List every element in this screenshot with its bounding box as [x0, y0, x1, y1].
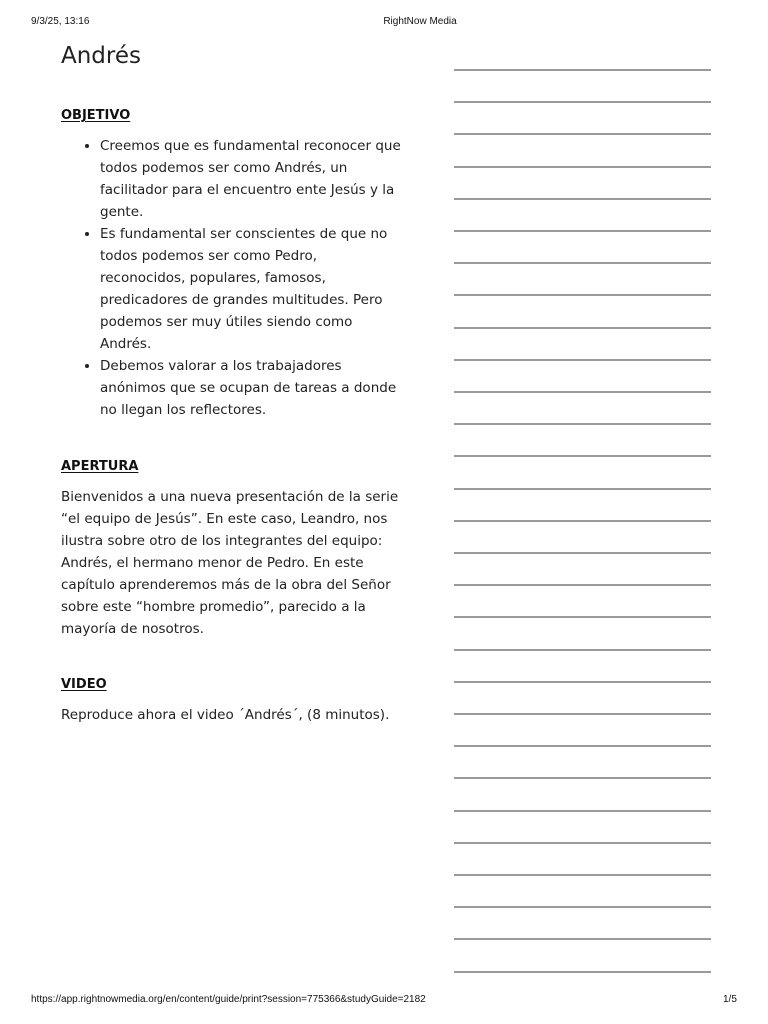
note-line — [454, 874, 711, 876]
print-site-title: RightNow Media — [383, 16, 457, 27]
note-line — [454, 906, 711, 908]
note-line — [454, 971, 711, 973]
note-line — [454, 455, 711, 457]
video-paragraph: Reproduce ahora el video ´Andrés´, (8 minutos). — [61, 707, 390, 723]
note-line — [454, 359, 711, 361]
study-guide-content — [61, 40, 406, 726]
note-line — [454, 681, 711, 683]
note-line — [454, 198, 711, 200]
page-title: Andrés — [61, 43, 141, 69]
note-line — [454, 391, 711, 393]
video-heading: VIDEO — [61, 677, 107, 692]
note-line — [454, 327, 711, 329]
note-line — [454, 230, 711, 232]
note-line — [454, 423, 711, 425]
note-line — [454, 745, 711, 747]
apertura-paragraph: Bienvenidos a una nueva presentación de la serie “el equipo de Jesús”. En este caso, Leandro, nos ilustra sobre otro de los integrantes del equipo: Andrés, el hermano menor de Pedro. En este capítulo aprenderemos más de la obra del Señor sobre este “hombre promedio”, parecido a la mayoría de nosotros. — [61, 489, 399, 637]
note-line — [454, 294, 711, 296]
note-line — [454, 810, 711, 812]
note-line — [454, 101, 711, 103]
note-line — [454, 552, 711, 554]
note-line — [454, 842, 711, 844]
apertura-heading: APERTURA — [61, 459, 139, 474]
note-line — [454, 520, 711, 522]
section-apertura — [61, 457, 406, 640]
section-video — [61, 675, 406, 726]
note-line — [454, 584, 711, 586]
note-line — [454, 133, 711, 135]
note-line — [454, 713, 711, 715]
note-line — [454, 649, 711, 651]
objetivo-item: • Debemos valorar a los trabajadores anónimos que se ocupan de tareas a donde no llegan los reflectores. — [100, 355, 406, 421]
note-line — [454, 488, 711, 490]
print-url: https://app.rightnowmedia.org/en/content/guide/print?session=775366&studyGuide=2182 — [31, 994, 426, 1005]
print-date: 9/3/25, 13:16 — [31, 16, 90, 27]
objetivo-item: • Creemos que es fundamental reconocer que todos podemos ser como Andrés, un facilitador para el encuentro ente Jesús y la gente. — [100, 135, 406, 223]
notes-lines-area — [454, 0, 711, 1024]
note-line — [454, 69, 711, 71]
objetivo-item: • Es fundamental ser conscientes de que no todos podemos ser como Pedro, reconocidos, populares, famosos, predicadores de grandes multitudes. Pero podemos ser muy útiles siendo como Andrés. — [100, 223, 406, 355]
note-line — [454, 938, 711, 940]
note-line — [454, 166, 711, 168]
objetivo-list — [61, 135, 406, 421]
note-line — [454, 777, 711, 779]
note-line — [454, 262, 711, 264]
note-line — [454, 616, 711, 618]
objetivo-heading: OBJETIVO — [61, 108, 131, 123]
print-page-number: 1/5 — [723, 994, 737, 1005]
section-objetivo — [61, 106, 406, 421]
